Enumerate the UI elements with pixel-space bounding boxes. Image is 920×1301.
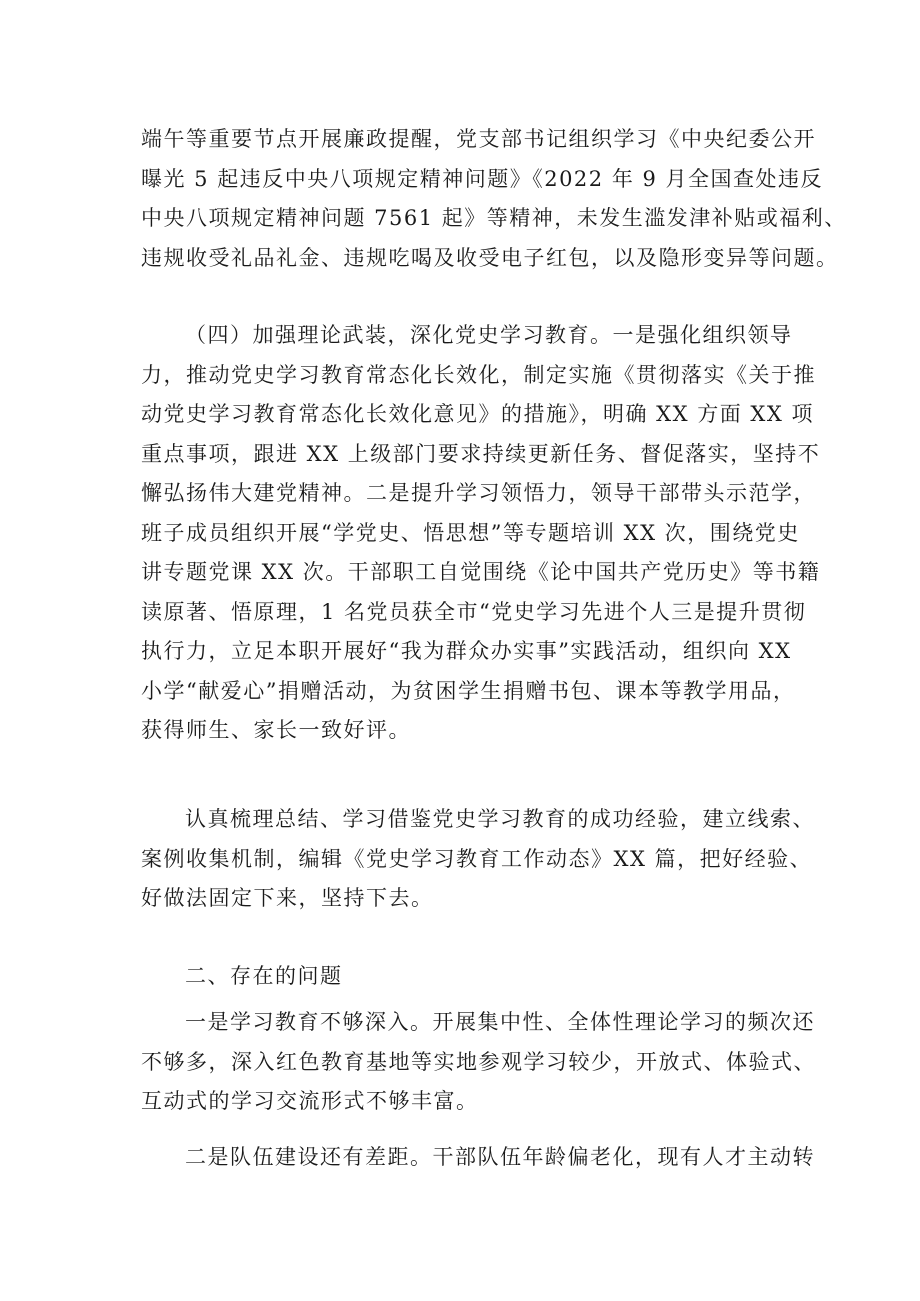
text-line: 动党史学习教育常态化长效化意见》的措施》，明确 XX 方面 XX 项	[141, 402, 814, 426]
text-line: 端午等重要节点开展廉政提醒，党支部书记组织学习《中央纪委公开	[141, 127, 816, 151]
text-line: 案例收集机制，编辑《党史学习教育工作动态》XX 篇，把好经验、	[141, 846, 813, 871]
paragraph-problem-two	[141, 1138, 815, 1178]
text-line: 重点事项，跟进 XX 上级部门要求持续更新任务、督促落实，坚持不	[141, 441, 821, 466]
text-line: 懈弘扬伟大建党精神。二是提升学习领悟力，领导干部带头示范学，	[141, 481, 816, 505]
paragraph-integrity-reminder	[141, 120, 847, 278]
text-line: 小学“献爱心”捐赠活动，为贫困学生捐赠书包、课本等教学用品，	[141, 678, 796, 703]
text-line: 互动式的学习交流形式不够丰富。	[141, 1089, 479, 1113]
text-line: 好做法固定下来，坚持下去。	[141, 886, 434, 910]
text-line: 违规收受礼品礼金、违规吃喝及收受电子红包，以及隐形变异等问题。	[141, 245, 839, 270]
text-line: 读原著、悟原理，1 名党员获全市“党史学习先进个人三是提升贯彻	[141, 599, 807, 624]
text-line: 不够多，深入红色教育基地等实地参观学习较少，开放式、体验式、	[141, 1049, 816, 1074]
text-line: 力，推动党史学习教育常态化长效化，制定实施《贯彻落实《关于推	[141, 362, 816, 387]
paragraph-summary	[141, 800, 815, 919]
text-line: 二是队伍建设还有差距。干部队伍年龄偏老化，现有人才主动转	[185, 1145, 815, 1169]
section-heading-line: （四）加强理论武装，深化党史学习教育。一是强化组织领导	[185, 323, 793, 347]
paragraph-theory-study	[141, 316, 821, 751]
text-line: 曝光 5 起违反中央八项规定精神问题》《2022 年 9 月全国查处违反	[141, 166, 824, 191]
text-line: 讲专题党课 XX 次。干部职工自觉围绕《论中国共产党历史》等书籍	[141, 560, 821, 584]
text-line: 班子成员组织开展“学党史、悟思想”等专题培训 XX 次，围绕党史	[141, 520, 800, 545]
text-line: 中央八项规定精神问题 7561 起》等精神，未发生滥发津补贴或福利、	[141, 206, 847, 230]
text-line: 一是学习教育不够深入。开展集中性、全体性理论学习的频次还	[185, 1010, 815, 1034]
text-line: 获得师生、家长一致好评。	[141, 718, 411, 742]
text-line: 认真梳理总结、学习借鉴党史学习教育的成功经验，建立线索、	[185, 807, 815, 831]
section-heading-problems	[141, 957, 801, 997]
text-line: 执行力，立足本职开展好“我为群众办实事”实践活动，组织向 XX	[141, 639, 792, 663]
paragraph-problem-one	[141, 1003, 816, 1122]
section-heading: 二、存在的问题	[185, 964, 343, 988]
